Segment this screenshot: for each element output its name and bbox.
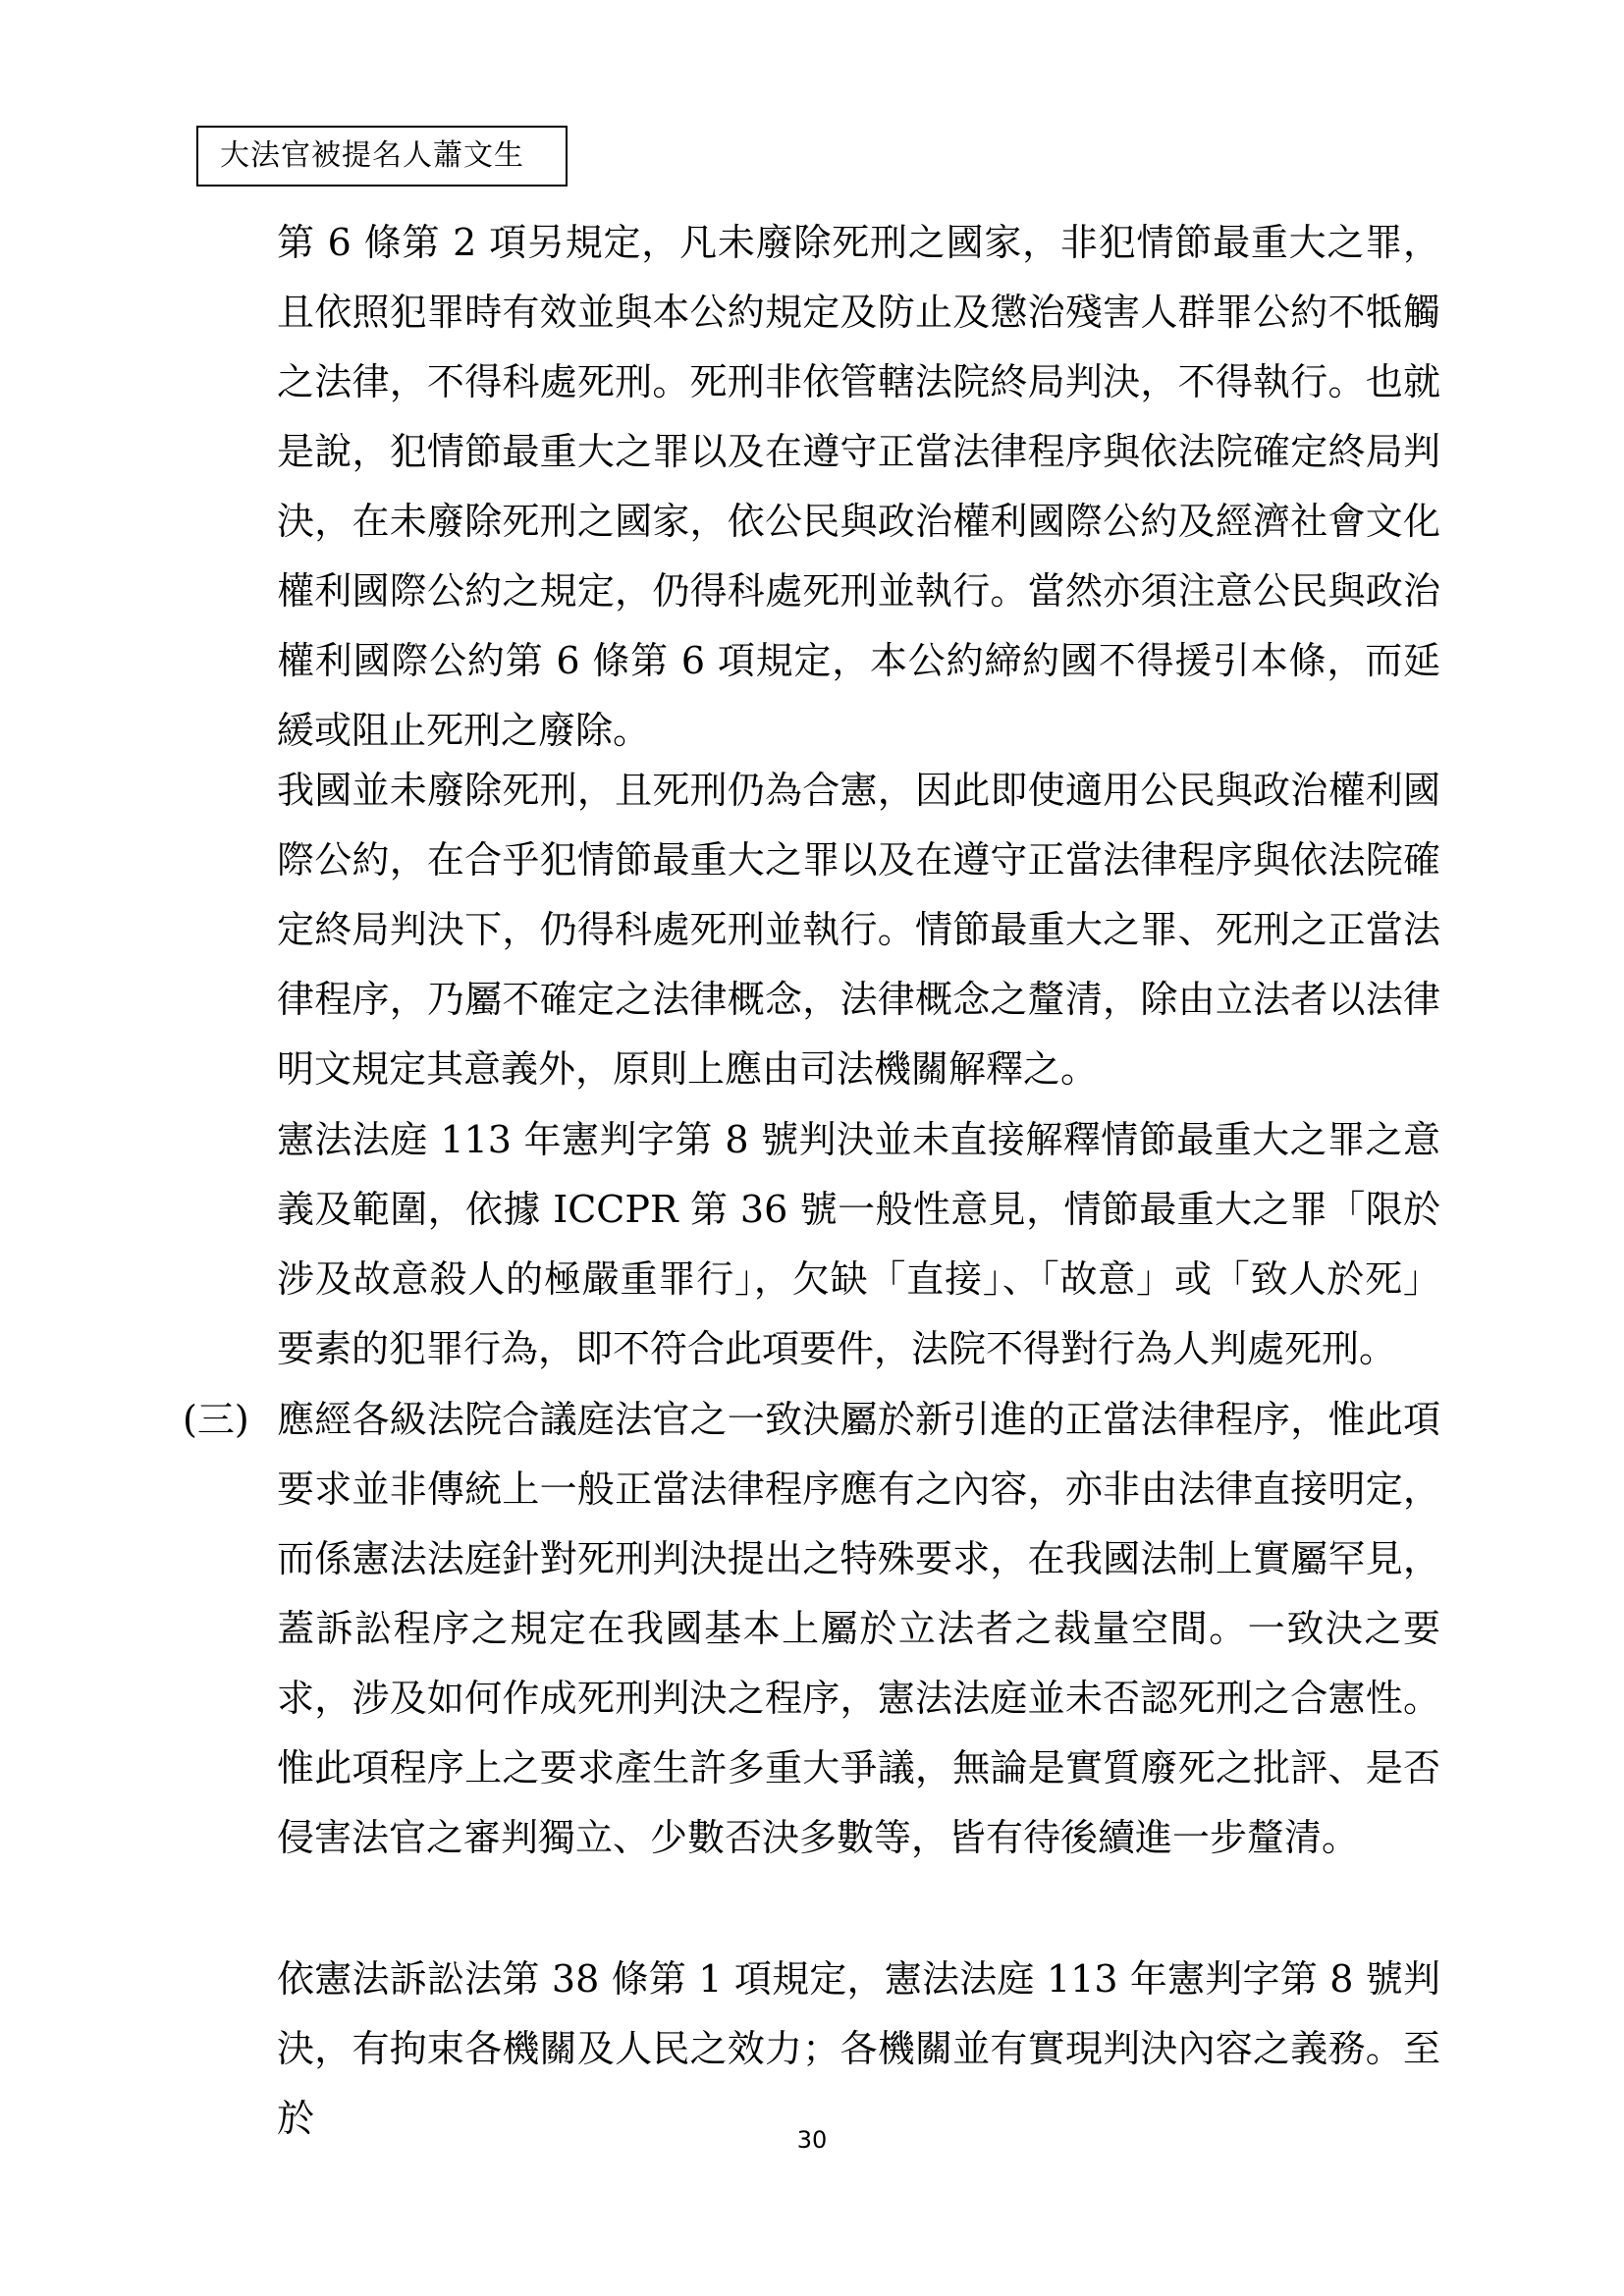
- paragraph-article-6: 第 6 條第 2 項另規定，凡未廢除死刑之國家，非犯情節最重大之罪，且依照犯罪時有效並與本公約規定及防止及懲治殘害人群罪公約不牴觸之法律，不得科處死刑。死刑非依管轄法院終局判決，不得執行。也就是說，犯情節最重大之罪以及在遵守正當法律程序與依法院確定終局判決，在未廢除死刑之國家，依公民與政治權利國際公約及經濟社會文化權利國際公約之規定，仍得科處死刑並執行。當然亦須注意公民與政治權利國際公約第 6 條第 6 項規定，本公約締約國不得援引本條，而延緩或阻止死刑之廢除。: [277, 221, 1440, 752]
- section-three: [183, 1385, 1440, 1873]
- paragraph-death-penalty-constitutional: 我國並未廢除死刑，且死刑仍為合憲，因此即使適用公民與政治權利國際公約，在合乎犯情節最重大之罪以及在遵守正當法律程序與依法院確定終局判決下，仍得科處死刑並執行。情節最重大之罪、死刑之正當法律程序，乃屬不確定之法律概念，法律概念之釐清，除由立法者以法律明文規定其意義外，原則上應由司法機關解釋之。: [277, 769, 1440, 1091]
- nominee-header: 大法官被提名人蕭文生: [196, 126, 568, 187]
- section-text: 應經各級法院合議庭法官之一致決屬於新引進的正當法律程序，惟此項要求並非傳統上一般正當法律程序應有之內容，亦非由法律直接明定，而係憲法法庭針對死刑判決提出之特殊要求，在我國法制上實屬罕見，蓋訴訟程序之規定在我國基本上屬於立法者之裁量空間。一致決之要求，涉及如何作成死刑判決之程序，憲法法庭並未否認死刑之合憲性。惟此項程序上之要求產生許多重大爭議，無論是實質廢死之批評、是否侵害法官之審判獨立、少數否決多數等，皆有待後續進一步釐清。: [277, 1398, 1440, 1859]
- page-number: 30: [796, 2126, 828, 2154]
- section-number: (三): [183, 1398, 249, 1441]
- paragraph-judgment-8: 憲法法庭 113 年憲判字第 8 號判決並未直接解釋情節最重大之罪之意義及範圍，依據 ICCPR 第 36 號一般性意見，情節最重大之罪「限於涉及故意殺人的極嚴重罪行」，欠缺「直接」、「故意」或「致人於死」要素的犯罪行為，即不符合此項要件，法院不得對行為人判處死刑。: [277, 1118, 1440, 1370]
- paragraph-binding-effect: 依憲法訴訟法第 38 條第 1 項規定，憲法法庭 113 年憲判字第 8 號判決，有拘束各機關及人民之效力；各機關並有實現判決內容之義務。至於: [277, 1957, 1440, 2140]
